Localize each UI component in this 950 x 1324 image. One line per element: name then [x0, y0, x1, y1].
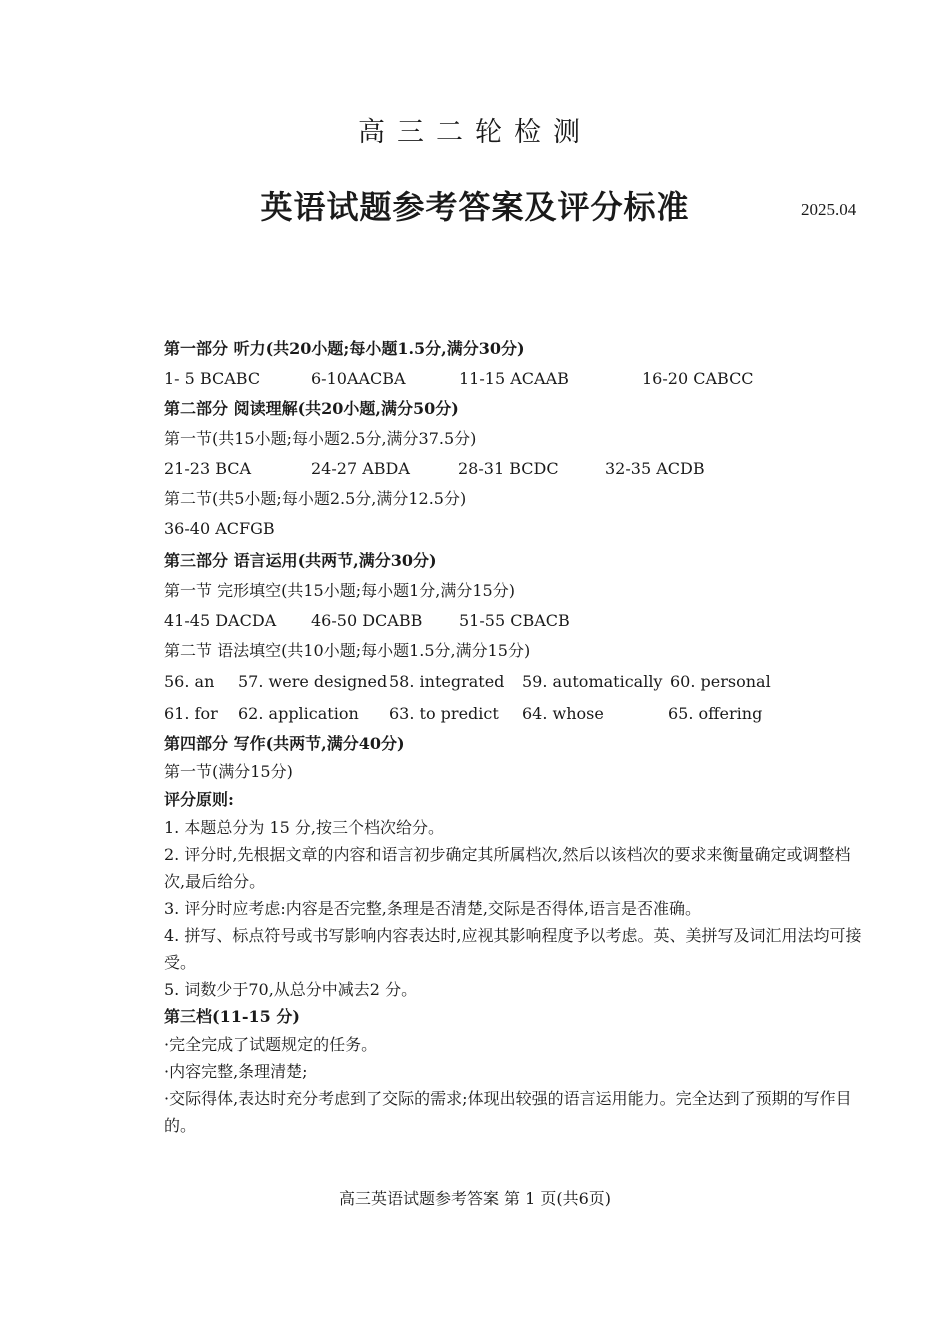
- part3-section1-answers: [164, 606, 864, 636]
- part1-heading: 第一部分 听力(共20小题;每小题1.5分,满分30分): [164, 339, 525, 358]
- grammar-answer: 65. offering: [668, 704, 763, 723]
- document-title: 英语试题参考答案及评分标准: [260, 188, 690, 226]
- answer-group: 1- 5 BCABC: [164, 369, 261, 388]
- principle-item: 2. 评分时,先根据文章的内容和语言初步确定其所属档次,然后以该档次的要求来衡量确定或调整档次,最后给分。: [164, 845, 851, 891]
- answer-group: 24-27 ABDA: [311, 459, 410, 478]
- level3-heading: 第三档(11-15 分): [164, 1007, 300, 1026]
- grammar-answer: 61. for: [164, 704, 218, 723]
- part2-section1-answers: [164, 454, 864, 484]
- part1-answers: [164, 364, 864, 394]
- part3-section2-row2: [164, 698, 864, 730]
- answer-group: 6-10AACBA: [311, 369, 406, 388]
- level3-item: ·完全完成了试题规定的任务。: [164, 1035, 378, 1054]
- answer-group: 36-40 ACFGB: [164, 519, 275, 538]
- part3-section2-heading: 第二节 语法填空(共10小题;每小题1.5分,满分15分): [164, 641, 531, 660]
- part2-section2-heading: 第二节(共5小题;每小题2.5分,满分12.5分): [164, 489, 467, 508]
- principle-item: 3. 评分时应考虑:内容是否完整,条理是否清楚,交际是否得体,语言是否准确。: [164, 899, 702, 918]
- part4-section1-heading: 第一节(满分15分): [164, 762, 293, 781]
- answer-group: 16-20 CABCC: [642, 369, 754, 388]
- answer-group: 51-55 CBACB: [459, 611, 570, 630]
- answer-group: 46-50 DCABB: [311, 611, 423, 630]
- part2-section1-heading: 第一节(共15小题;每小题2.5分,满分37.5分): [164, 429, 477, 448]
- principle-item: 4. 拼写、标点符号或书写影响内容表达时,应视其影响程度予以考虑。英、美拼写及词汇用法均可接受。: [164, 926, 862, 972]
- document-date: 2025.04: [801, 200, 857, 219]
- grammar-answer: 63. to predict: [389, 704, 499, 723]
- part3-heading: 第三部分 语言运用(共两节,满分30分): [164, 551, 437, 570]
- grammar-answer: 58. integrated: [389, 672, 505, 691]
- grammar-answer: 62. application: [238, 704, 359, 723]
- principle-item: 5. 词数少于70,从总分中减去2 分。: [164, 980, 418, 999]
- principles-heading: 评分原则:: [164, 790, 234, 809]
- grammar-answer: 59. automatically: [522, 672, 663, 691]
- grammar-answer: 57. were designed: [238, 672, 388, 691]
- level3-item: ·交际得体,表达时充分考虑到了交际的需求;体现出较强的语言运用能力。完全达到了预期的写作目的。: [164, 1089, 852, 1135]
- page-footer: 高三英语试题参考答案 第 1 页(共6页): [338, 1189, 612, 1208]
- part2-heading: 第二部分 阅读理解(共20小题,满分50分): [164, 399, 459, 418]
- answer-key-body: [164, 334, 864, 1139]
- level3-item: ·内容完整,条理清楚;: [164, 1062, 308, 1081]
- part3-section2-row1: [164, 666, 864, 698]
- part4-heading: 第四部分 写作(共两节,满分40分): [164, 734, 405, 753]
- grammar-answer: 56. an: [164, 672, 215, 691]
- part3-section1-heading: 第一节 完形填空(共15小题;每小题1分,满分15分): [164, 581, 515, 600]
- answer-group: 21-23 BCA: [164, 459, 252, 478]
- grammar-answer: 60. personal: [670, 672, 771, 691]
- exam-name: 高三二轮检测: [358, 117, 592, 148]
- grammar-answer: 64. whose: [522, 704, 604, 723]
- answer-group: 11-15 ACAAB: [459, 369, 569, 388]
- part2-section2-answers: [164, 514, 864, 544]
- answer-group: 32-35 ACDB: [605, 459, 705, 478]
- principle-item: 1. 本题总分为 15 分,按三个档次给分。: [164, 818, 444, 837]
- answer-group: 41-45 DACDA: [164, 611, 277, 630]
- answer-group: 28-31 BCDC: [458, 459, 559, 478]
